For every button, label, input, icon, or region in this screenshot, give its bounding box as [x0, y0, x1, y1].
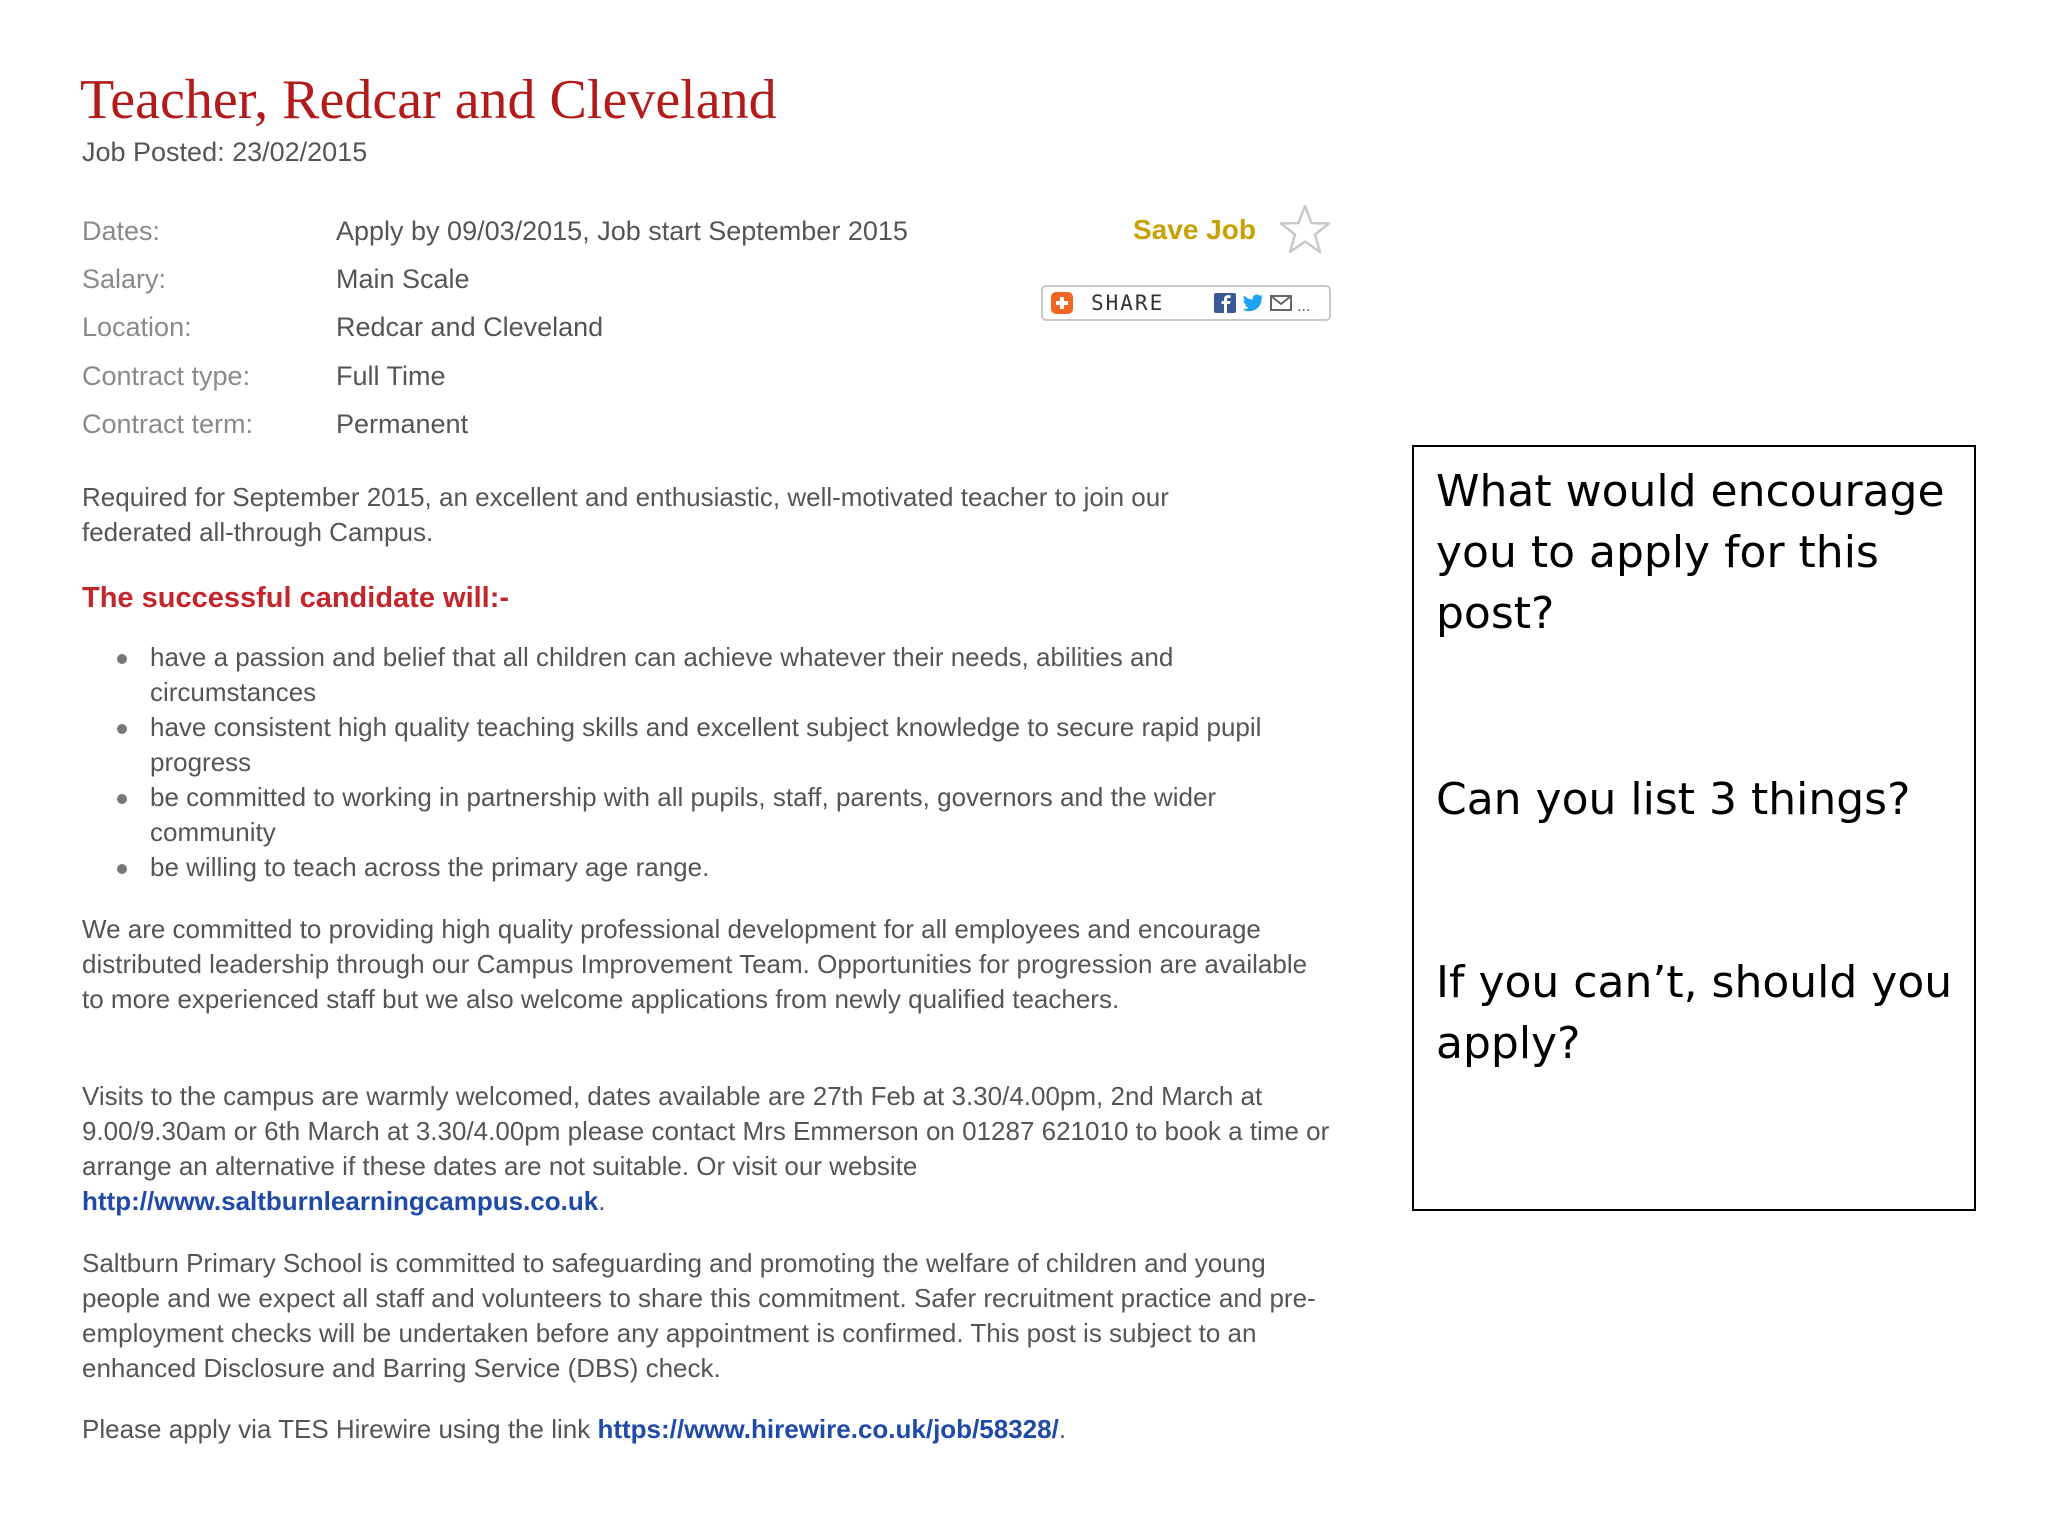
facebook-icon[interactable] — [1213, 292, 1237, 314]
question-should-apply: If you can’t, should you apply? — [1436, 957, 1953, 1069]
save-job-label: Save Job — [1133, 214, 1256, 245]
bullet — [117, 864, 127, 874]
twitter-icon[interactable] — [1241, 292, 1265, 314]
share-plus-icon[interactable] — [1051, 292, 1073, 314]
detail-label: Contract type: — [82, 361, 251, 391]
job-posted-date: Job Posted: 23/02/2015 — [82, 137, 368, 167]
question-encourage: What would encourage you to apply for this post? — [1436, 466, 1945, 639]
development-paragraph: We are committed to providing high quality professional development for all employees and encourage distributed leadership through our Campus Improvement Team. Opportunities for progression are available to more experienced staff but we also welcome applications from newly qualified teachers. — [82, 914, 1308, 1014]
requirement-text: have consistent high quality teaching skills and excellent subject knowledge to secure rapid pupil progress — [150, 712, 1262, 777]
detail-value: Full Time — [336, 361, 446, 391]
share-more[interactable]: ... — [1297, 298, 1311, 315]
detail-label: Contract term: — [82, 409, 254, 439]
website-link-period: . — [598, 1186, 606, 1216]
detail-value: Redcar and Cleveland — [336, 312, 604, 342]
apply-text: Please apply via TES Hirewire using the link — [82, 1414, 598, 1444]
apply-link[interactable]: https://www.hirewire.co.uk/job/58328/ — [597, 1414, 1059, 1444]
visits-paragraph — [82, 1079, 1342, 1219]
requirement-text: be committed to working in partnership with all pupils, staff, parents, governors and the wider community — [150, 782, 1217, 847]
detail-label: Dates: — [82, 216, 161, 246]
bullet — [117, 794, 127, 804]
star-icon[interactable] — [1278, 203, 1332, 257]
job-intro: Required for September 2015, an excellent and enthusiastic, well-motivated teacher to join our federated all-through Campus. — [82, 482, 1169, 547]
detail-value: Permanent — [336, 409, 469, 439]
requirement-text: have a passion and belief that all children can achieve whatever their needs, abilities and circumstances — [150, 642, 1174, 707]
list-item — [150, 780, 1300, 850]
bullet — [117, 654, 127, 664]
detail-label: Location: — [82, 312, 192, 342]
list-item — [150, 710, 1300, 780]
list-item — [150, 850, 1300, 885]
section-heading: The successful candidate will:- — [82, 582, 510, 614]
detail-value: Main Scale — [336, 264, 470, 294]
share-bar[interactable] — [1041, 285, 1331, 321]
job-title: Teacher, Redcar and Cleveland — [80, 69, 777, 131]
list-item — [150, 640, 1300, 710]
detail-value: Apply by 09/03/2015, Job start September 2015 — [336, 216, 908, 246]
website-link[interactable]: http://www.saltburnlearningcampus.co.uk — [82, 1186, 599, 1216]
email-icon[interactable] — [1269, 292, 1293, 314]
detail-label: Salary: — [82, 264, 167, 294]
requirement-text: be willing to teach across the primary age range. — [150, 852, 710, 882]
bullet — [117, 724, 127, 734]
visits-text: Visits to the campus are warmly welcomed, dates available are 27th Feb at 3.30/4.00pm, 2nd March at 9.00/9.30am or 6th March at 3.30/4.00pm please contact Mrs Emmerson on 01287 621010 to book a time or arrange an alternative if these dates are not suitable. Or visit our website — [82, 1081, 1330, 1181]
question-list-three: Can you list 3 things? — [1436, 774, 1911, 825]
requirements-list — [150, 640, 1300, 885]
share-label[interactable]: SHARE — [1091, 291, 1165, 315]
safeguarding-paragraph: Saltburn Primary School is committed to safeguarding and promoting the welfare of children and young people and we expect all staff and volunteers to share this commitment. Safer recruitment practice and pre-employment checks will be undertaken before any appointment is confirmed. This post is subject to an enhanced Disclosure and Barring Service (DBS) check. — [82, 1248, 1316, 1383]
question-box — [1412, 445, 1976, 1211]
apply-link-period: . — [1058, 1414, 1067, 1444]
save-job-button[interactable] — [1133, 206, 1332, 254]
apply-paragraph — [82, 1412, 1382, 1447]
